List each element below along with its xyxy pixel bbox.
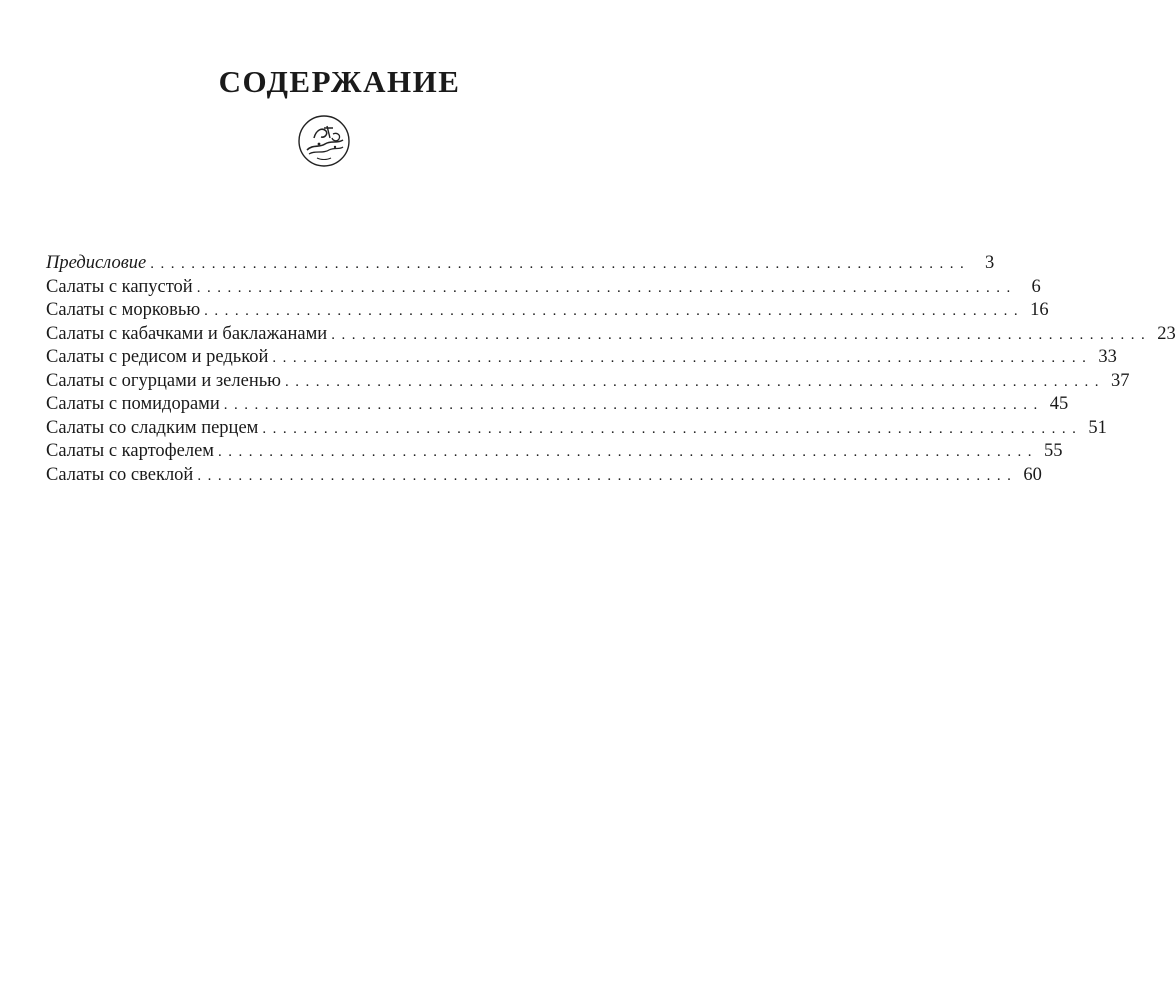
toc-dot-leader: ................................................................................ bbox=[218, 444, 1039, 460]
toc-entry bbox=[46, 276, 1041, 300]
toc-page-number: 33 bbox=[1098, 347, 1117, 367]
toc-entry bbox=[46, 252, 995, 276]
toc-page-number: 23 bbox=[1157, 323, 1176, 344]
toc-entry-title: Салаты с картофелем bbox=[46, 441, 215, 461]
toc-entry-title: Салаты с редисом и редькой bbox=[46, 347, 269, 367]
toc-dot-leader: ................................................................................ bbox=[150, 256, 971, 272]
toc-entry bbox=[46, 299, 1049, 323]
toc-entry bbox=[46, 346, 1117, 370]
toc-dot-leader: ................................................................................ bbox=[204, 303, 1025, 319]
toc-page-number: 55 bbox=[1044, 441, 1063, 461]
toc-page-number: 45 bbox=[1049, 394, 1069, 414]
toc-entry-title: Салаты со сладким перцем bbox=[46, 417, 259, 438]
toc-entry bbox=[46, 370, 1130, 394]
toc-entry-title: Салаты с морковью bbox=[46, 300, 201, 320]
toc-entry-title: Салаты с кабачками и баклажанами bbox=[46, 323, 328, 344]
toc-dot-leader: ................................................................................ bbox=[284, 373, 1105, 390]
toc-dot-leader: ................................................................................ bbox=[272, 350, 1093, 366]
toc-page-number: 51 bbox=[1088, 417, 1107, 438]
page-title: СОДЕРЖАНИЕ bbox=[218, 64, 461, 99]
toc-entry-title: Салаты с капустой bbox=[46, 276, 193, 297]
toc-page-number: 16 bbox=[1030, 300, 1049, 320]
toc-dot-leader: ................................................................................ bbox=[262, 420, 1083, 437]
toc-entry bbox=[46, 464, 1042, 488]
culinary-emblem-icon bbox=[297, 114, 351, 168]
toc-entry bbox=[46, 417, 1107, 441]
toc-dot-leader: ................................................................................ bbox=[197, 467, 1018, 484]
toc-entry-title: Предисловие bbox=[46, 253, 147, 273]
toc-entry bbox=[46, 440, 1063, 464]
toc-entry-title: Салаты со свеклой bbox=[46, 464, 194, 485]
toc-page-number: 60 bbox=[1023, 464, 1042, 485]
toc-dot-leader: ................................................................................ bbox=[196, 279, 1017, 296]
toc-page-number: 6 bbox=[1031, 276, 1041, 297]
toc-entry bbox=[46, 323, 1176, 347]
toc-dot-leader: ................................................................................ bbox=[331, 326, 1152, 343]
toc-dot-leader: ................................................................................ bbox=[223, 397, 1044, 413]
toc-entry-title: Салаты с помидорами bbox=[46, 394, 220, 414]
toc-page-number: 37 bbox=[1110, 370, 1130, 391]
table-of-contents bbox=[46, 252, 1176, 487]
toc-entry bbox=[46, 393, 1069, 417]
toc-page-number: 3 bbox=[984, 253, 995, 273]
toc-entry-title: Салаты с огурцами и зеленью bbox=[46, 370, 281, 391]
